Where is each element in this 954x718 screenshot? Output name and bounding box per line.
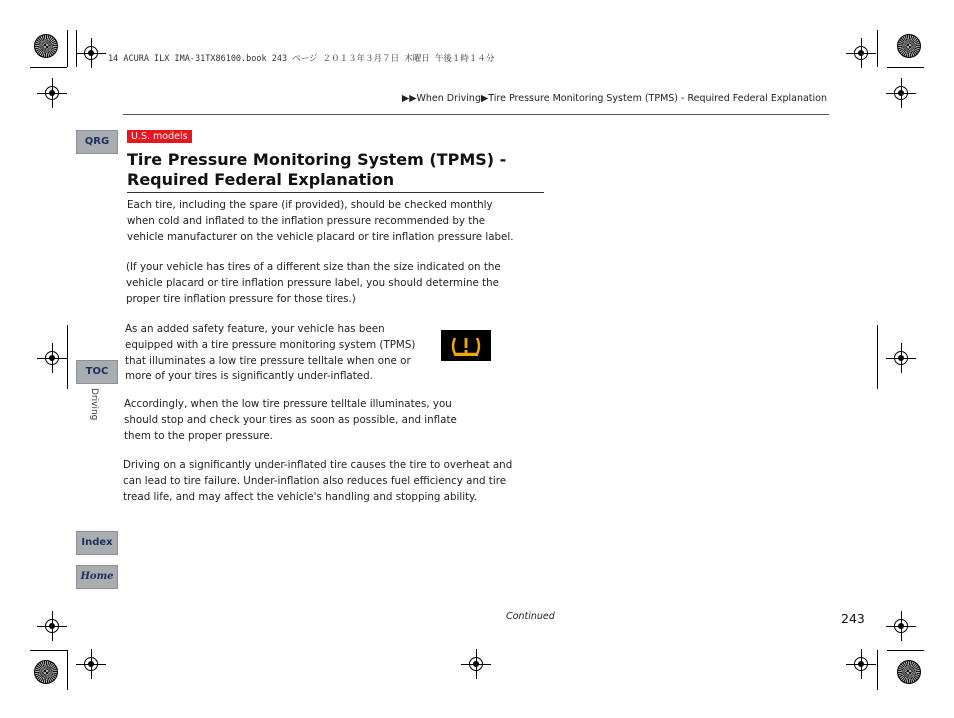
qrg-button[interactable]: QRG: [76, 130, 118, 154]
crosshair-mark-icon: [45, 351, 59, 365]
header-divider: [123, 114, 829, 115]
crop-mark: [67, 30, 68, 67]
section-label: Driving: [89, 388, 99, 421]
page-title: [127, 150, 543, 190]
home-button[interactable]: [76, 565, 118, 589]
paragraph-1: Each tire, including the spare (if provided), should be checked monthly when cold and inflated to the inflation pressure recommended by the vehicle manufacturer on the vehicle placard or tire inflation pressure label.: [127, 199, 514, 243]
toc-button[interactable]: TOC: [76, 360, 118, 384]
title-line-1: Tire Pressure Monitoring System (TPMS) -: [127, 150, 507, 169]
index-button[interactable]: Index: [76, 531, 118, 555]
tpms-telltale-svg: [441, 330, 491, 361]
registration-target-icon: [897, 660, 921, 684]
crop-mark: [877, 650, 878, 690]
crosshair-mark-icon: [84, 657, 98, 671]
title-underline: [127, 192, 544, 193]
crop-mark: [30, 650, 67, 651]
crosshair-mark-icon: [854, 46, 868, 60]
crop-mark: [67, 325, 68, 389]
file-info-line: 14 ACURA ILX IMA-31TX86100.book 243 ページ ２０１３年３月７日 木曜日 午後１時１４分: [108, 54, 495, 64]
crop-mark: [887, 67, 924, 68]
crosshair-mark-icon: [45, 86, 59, 100]
crosshair-mark-icon: [469, 657, 483, 671]
crosshair-mark-icon: [45, 619, 59, 633]
registration-target-icon: [34, 34, 58, 58]
crop-mark: [887, 650, 924, 651]
crosshair-mark-icon: [84, 46, 98, 60]
paragraph-5: Driving on a significantly under-inflated tire causes the tire to overheat and can lead to tire failure. Under-inflation also reduces fuel efficiency and tire tread life, and may affect the vehicle's handling and stopping ability.: [123, 459, 513, 503]
paragraph-3: As an added safety feature, your vehicle has been equipped with a tire pressure monitoring system (TPMS) that illuminates a low tire pressure telltale when one or more of your tires is significantly under-inflated.: [125, 323, 416, 383]
paragraph-2: (If your vehicle has tires of a different size than the size indicated on the vehicle placard or tire inflation pressure label, you should determine the proper tire inflation pressure for those tires.): [126, 261, 501, 305]
paragraph-4: Accordingly, when the low tire pressure telltale illuminates, you should stop and check your tires as soon as possible, and inflate them to the proper pressure.: [124, 398, 457, 442]
registration-target-icon: [34, 660, 58, 684]
crop-mark: [30, 67, 67, 68]
model-badge: U.S. models: [127, 130, 192, 143]
crosshair-mark-icon: [894, 86, 908, 100]
crop-mark: [76, 30, 77, 67]
crosshair-mark-icon: [894, 619, 908, 633]
crosshair-mark-icon: [894, 351, 908, 365]
page-number: 243: [841, 611, 865, 626]
title-line-2: Required Federal Explanation: [127, 170, 395, 189]
tpms-telltale-icon: [441, 330, 491, 361]
continued-label: Continued: [506, 611, 555, 622]
home-button-label: Home: [80, 571, 114, 582]
crop-mark: [877, 325, 878, 389]
crop-mark: [877, 30, 878, 67]
crop-mark: [67, 650, 68, 690]
registration-target-icon: [897, 34, 921, 58]
crosshair-mark-icon: [854, 657, 868, 671]
breadcrumb[interactable]: ▶▶When Driving▶Tire Pressure Monitoring System (TPMS) - Required Federal Explanation: [401, 93, 827, 104]
